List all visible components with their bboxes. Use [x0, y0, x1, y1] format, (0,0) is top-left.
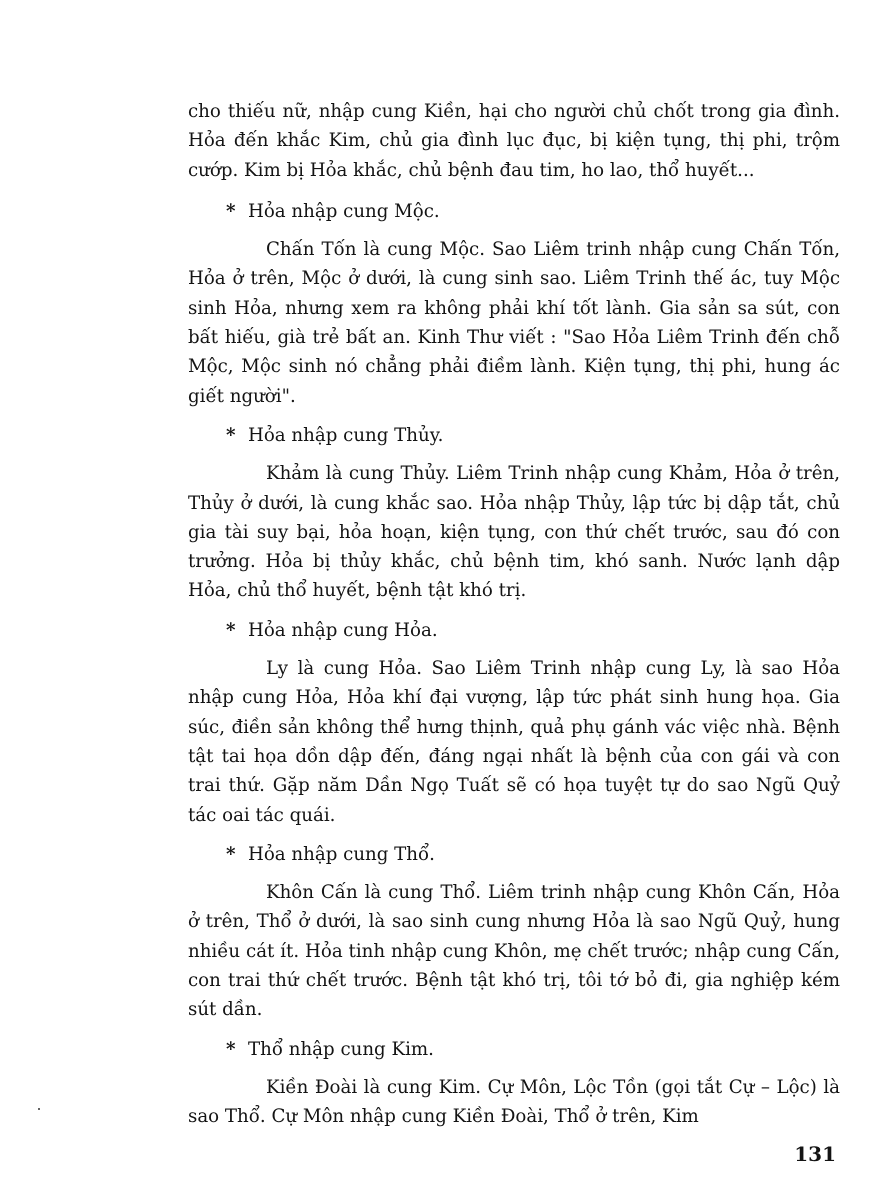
intro-paragraph: cho thiếu nữ, nhập cung Kiền, hại cho người chủ chốt trong gia đình. Hỏa đến khắc Kim, chủ gia đình lục đục, bị kiện tụng, thị phi, trộm cướp. Kim bị Hỏa khắc, chủ bệnh đau tim, ho lao, thổ huyết...: [188, 101, 840, 181]
section-paragraph: Kiền Đoài là cung Kim. Cự Môn, Lộc Tồn (gọi tắt Cự – Lộc) là sao Thổ. Cự Môn nhập cung Kiền Đoài, Thổ ở trên, Kim: [188, 1076, 840, 1128]
bullet-mark: *: [226, 424, 236, 446]
section-tho-kim: [188, 1035, 840, 1132]
section-paragraph: Chấn Tốn là cung Mộc. Sao Liêm trinh nhập cung Chấn Tốn, Hỏa ở trên, Mộc ở dưới, là cung sinh sao. Liêm Trinh thế ác, tuy Mộc sinh Hỏa, nhưng xem ra không phải khí tốt lành. Gia sản sa sút, con bất hiếu, già trẻ bất an. Kinh Thư viết : "Sao Hỏa Liêm Trinh đến chỗ Mộc, Mộc sinh nó chẳng phải điềm lành. Kiện tụng, thị phi, hung ác giết người".: [188, 239, 840, 407]
bullet-mark: *: [226, 200, 236, 222]
heading-text: Thổ nhập cung Kim.: [248, 1038, 434, 1060]
heading-text: Hỏa nhập cung Hỏa.: [248, 619, 438, 641]
scan-speck: [38, 1108, 40, 1110]
section-paragraph: Ly là cung Hỏa. Sao Liêm Trinh nhập cung Ly, là sao Hỏa nhập cung Hỏa, Hỏa khí đại vượng, lập tức phát sinh hung họa. Gia súc, điền sản không thể hưng thịnh, quả phụ gánh vác việc nhà. Bệnh tật tai họa dồn dập đến, đáng ngại nhất là bệnh của con gái và con trai thứ. Gặp năm Dần Ngọ Tuất sẽ có họa tuyệt tự do sao Ngũ Quỷ tác oai tác quái.: [188, 658, 840, 826]
section-hoa-thuy: [188, 421, 840, 606]
section-heading: [226, 616, 840, 645]
section-heading: [226, 840, 840, 869]
body-text: [188, 97, 840, 1142]
section-heading: [226, 421, 840, 450]
section-paragraph: Khảm là cung Thủy. Liêm Trinh nhập cung Khảm, Hỏa ở trên, Thủy ở dưới, là cung khắc sao. Hỏa nhập Thủy, lập tức bị dập tắt, chủ gia tài suy bại, hỏa hoạn, kiện tụng, con thứ chết trước, sau đó con trưởng. Hỏa bị thủy khắc, chủ bệnh tim, khó sanh. Nước lạnh dập Hỏa, chủ thổ huyết, bệnh tật khó trị.: [188, 463, 840, 602]
section-hoa-tho: [188, 840, 840, 1025]
heading-text: Hỏa nhập cung Thổ.: [248, 843, 435, 865]
heading-text: Hỏa nhập cung Mộc.: [248, 200, 440, 222]
heading-text: Hỏa nhập cung Thủy.: [248, 424, 444, 446]
section-paragraph: Khôn Cấn là cung Thổ. Liêm trinh nhập cung Khôn Cấn, Hỏa ở trên, Thổ ở dưới, là sao sinh cung nhưng Hỏa là sao Ngũ Quỷ, hung nhiều cát ít. Hỏa tinh nhập cung Khôn, mẹ chết trước; nhập cung Cấn, con trai thứ chết trước. Bệnh tật khó trị, tôi tớ bỏ đi, gia nghiệp kém sút dần.: [188, 882, 840, 1021]
page-number: 131: [794, 1142, 836, 1166]
section-heading: [226, 1035, 840, 1064]
bullet-mark: *: [226, 1038, 236, 1060]
section-hoa-moc: [188, 197, 840, 411]
section-hoa-hoa: [188, 616, 840, 830]
bullet-mark: *: [226, 619, 236, 641]
section-heading: [226, 197, 840, 226]
bullet-mark: *: [226, 843, 236, 865]
